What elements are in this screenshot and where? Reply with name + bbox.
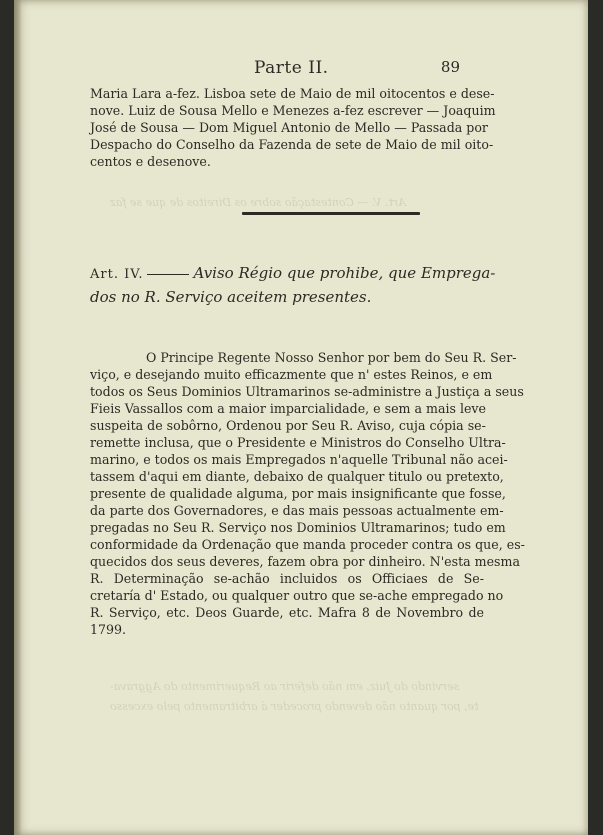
running-header-title: Parte II. <box>254 58 329 78</box>
bleed-through-text: te, por quanto não devendo proceder á arbitramento pelo excesso <box>110 700 479 713</box>
text-line: nove. Luiz de Sousa Mello e Menezes a-fez escrever — Joaquim <box>90 103 496 118</box>
text-line: Maria Lara a-fez. Lisboa sete de Maio de mil oitocentos e dese- <box>90 86 495 101</box>
text-line: cretaría d' Estado, ou qualquer outro que se-ache empregado no <box>90 588 504 603</box>
text-line: quecidos dos seus deveres, fazem obra por dinheiro. N'esta mesma <box>90 554 520 569</box>
text-line: tassem d'aqui em diante, debaixo de qualquer titulo ou pretexto, <box>90 469 504 484</box>
bleed-through-text: servindo do Juiz, em não deferir ao Requerimento do Aggrava- <box>110 680 460 693</box>
text-line: R. Serviço, etc. Deos Guarde, etc. Mafra 8 de Novembro de <box>90 605 484 620</box>
book-page <box>14 0 588 835</box>
text-line: da parte dos Governadores, e das mais pessoas actualmente em- <box>90 503 504 518</box>
text-line: José de Sousa — Dom Miguel Antonio de Mello — Passada por <box>90 120 488 135</box>
text-line: marino, e todos os mais Empregados n'aquelle Tribunal não acei- <box>90 452 508 467</box>
article-title-line: Aviso Régio que prohibe, que Emprega- <box>193 264 496 282</box>
section-separator <box>242 212 420 215</box>
article-label: Art. IV. <box>90 267 144 282</box>
text-line: O Principe Regente Nosso Senhor por bem do Seu R. Ser- <box>146 350 517 365</box>
text-line: remette inclusa, que o Presidente e Ministros do Conselho Ultra- <box>90 435 506 450</box>
text-line: viço, e desejando muito efficazmente que n' estes Reinos, e em <box>90 367 493 382</box>
article-body <box>90 349 525 638</box>
text-line: centos e desenove. <box>90 154 211 169</box>
text-line: suspeita de sobôrno, Ordenou por Seu R. Aviso, cuja cópia se- <box>90 418 486 433</box>
text-line: todos os Seus Dominios Ultramarinos se-administre a Justiça a seus <box>90 384 524 399</box>
text-line: R. Determinação se-achão incluidos os Officiaes de Se- <box>90 571 484 586</box>
text-line: Fieis Vassallos com a maior imparcialidade, e sem a mais leve <box>90 401 486 416</box>
article-heading <box>90 262 500 310</box>
heading-dash <box>147 274 189 275</box>
text-line: presente de qualidade alguma, por mais insignificante que fosse, <box>90 486 506 501</box>
bleed-through-text: Art. V. — Contestação sobre os Direitos de que se faz <box>110 196 407 209</box>
text-line: 1799. <box>90 622 127 637</box>
paragraph-continuation <box>90 85 496 170</box>
text-line: Despacho do Conselho da Fazenda de sete de Maio de mil oito- <box>90 137 494 152</box>
article-title-line: dos no R. Serviço aceitem presentes. <box>90 288 372 306</box>
text-line: pregadas no Seu R. Serviço nos Dominios Ultramarinos; tudo em <box>90 520 506 535</box>
text-line: conformidade da Ordenação que manda proceder contra os que, es- <box>90 537 525 552</box>
page-number: 89 <box>440 58 460 76</box>
